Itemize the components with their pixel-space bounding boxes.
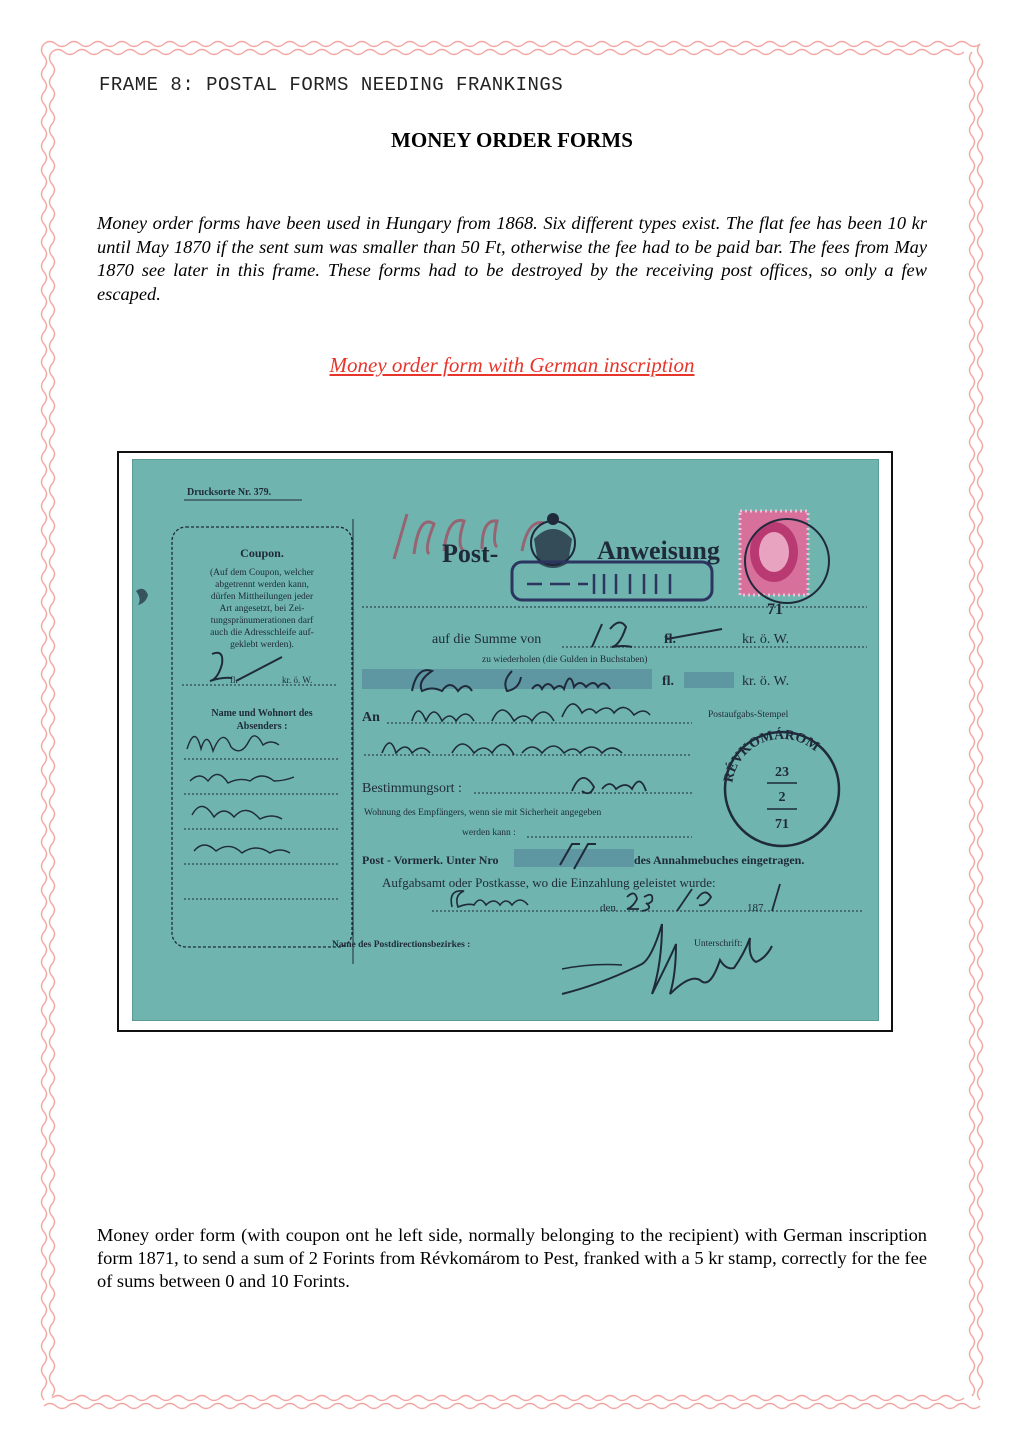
words-label: zu wiederholen (die Gulden in Buchstaben) [482, 655, 648, 665]
coupon-text-3: dürfen Mittheilungen jeder [210, 592, 314, 602]
year-label: 187 [747, 902, 764, 914]
sender-label-1: Name und Wohnort des [211, 708, 313, 719]
postmark-month: 2 [778, 790, 786, 805]
coupon-unit-fl: fl. [230, 675, 238, 685]
residence-label-1: Wohnung des Empfängers, wenn sie mit Sicherheit angegeben [364, 808, 602, 818]
exhibit-caption: Money order form (with coupon ont he left side, normally belonging to the recipient) with German inscription form 1871, to send a sum of 2 Forints from Révkomárom to Pest, franked with a 5 kr stamp, correctly for the fee of sums between 0 and 10 Forints. [97, 1225, 927, 1291]
postmark-day: 23 [775, 765, 789, 780]
postmark-town: RÉVKOMÁROM [721, 727, 822, 784]
coupon-unit-kr: kr. ö. W. [282, 675, 313, 685]
coupon-text-1: (Auf dem Coupon, welcher [210, 568, 314, 578]
form-title-anweisung: Anweisung [597, 536, 720, 565]
signature-label: Unterschrift: [694, 939, 743, 949]
money-order-image-frame [117, 451, 893, 1032]
sum-unit-kr: kr. ö. W. [742, 632, 790, 647]
residence-label-2: werden kann : [462, 828, 516, 838]
coupon-text-2: abgetrennt werden kann, [215, 580, 309, 590]
to-label: An [362, 710, 380, 725]
register-label-1: Post - Vormerk. Unter Nro [362, 853, 499, 867]
postmark-year: 71 [775, 817, 789, 832]
section-heading: MONEY ORDER FORMS [391, 128, 633, 152]
coupon-text-7: geklebt werden). [230, 640, 294, 650]
frame-title: FRAME 8: POSTAL FORMS NEEDING FRANKINGS [99, 74, 564, 96]
coupon-text-6: auch die Adresschleife auf- [210, 628, 314, 638]
sender-label-2: Absenders : [236, 721, 288, 732]
register-label-2: des Annahmebuches eingetragen. [634, 853, 805, 867]
coupon-text-5: tungspränumerationen darf [210, 616, 314, 626]
date-label: den [600, 902, 616, 914]
district-label: Name des Postdirectionsbezirkes : [332, 940, 471, 950]
svg-text:71: 71 [767, 601, 783, 618]
coupon-title: Coupon. [240, 546, 284, 560]
office-label: Aufgabsamt oder Postkasse, wo die Einzahlung geleistet wurde: [382, 875, 716, 890]
print-number: Drucksorte Nr. 379. [187, 487, 272, 498]
stamp-field-label: Postaufgabs-Stempel [708, 710, 789, 720]
words-unit-kr: kr. ö. W. [742, 674, 790, 689]
words-unit-fl: fl. [662, 674, 675, 689]
coupon-text-4: Art angesetzt, bei Zei- [219, 604, 305, 614]
exhibit-subheading: Money order form with German inscription [329, 353, 695, 377]
form-title-post: Post- [442, 539, 499, 568]
sum-unit-fl: fl. [664, 632, 677, 647]
sum-label: auf die Summe von [432, 632, 542, 647]
money-order-form-image [132, 459, 879, 1021]
intro-paragraph: Money order forms have been used in Hungary from 1868. Six different types exist. The flat fee has been 10 kr until May 1870 if the sent sum was smaller than 50 Ft, otherwise the fee had to be paid bar. The fees from May 1870 see later in this frame. These forms had to be destroyed by the receiving post offices, so only a few escaped. [97, 213, 927, 304]
destination-label: Bestimmungsort : [362, 781, 462, 796]
